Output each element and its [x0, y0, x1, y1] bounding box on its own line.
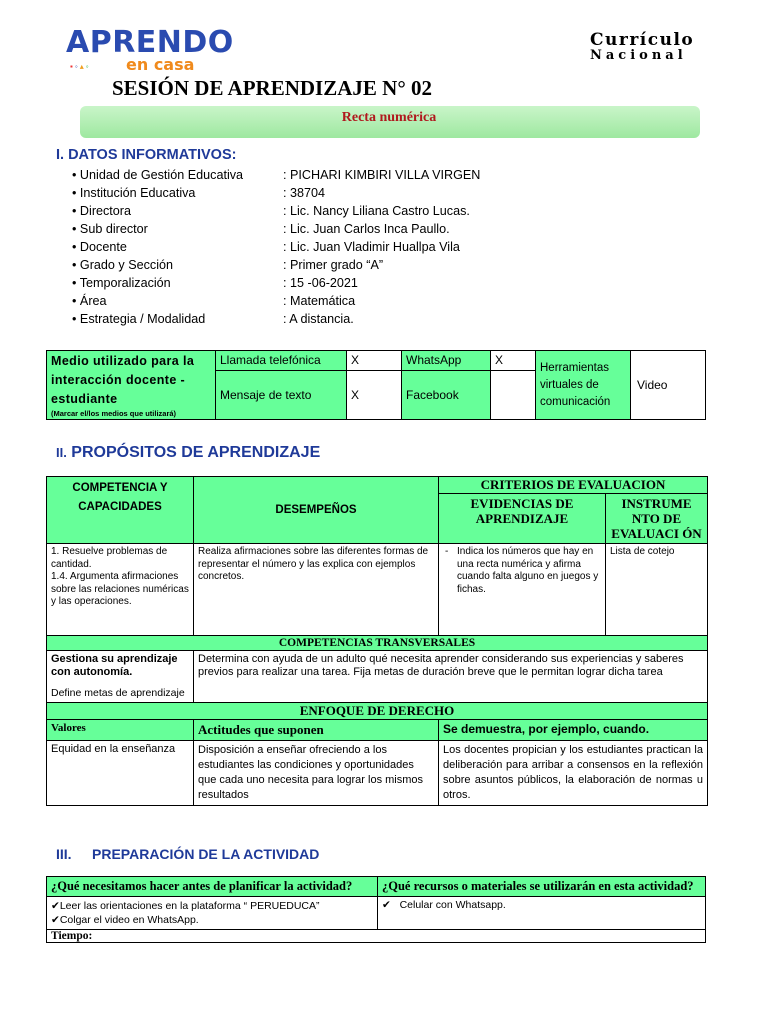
- dash-icon: -: [445, 546, 449, 557]
- info-label: • Temporalización: [72, 276, 171, 290]
- medio-call-mark: X: [347, 351, 402, 371]
- info-label: • Institución Educativa: [72, 186, 196, 200]
- medio-whatsapp-mark: X: [491, 351, 536, 371]
- h-evid: EVIDENCIAS DE APRENDIZAJE: [439, 494, 606, 544]
- medio-title: Medio utilizado para la interacción docente - estudiante: [51, 354, 195, 406]
- tiempo-label: Tiempo:: [47, 930, 706, 943]
- medio-table: [46, 350, 706, 420]
- medio-whatsapp: WhatsApp: [402, 351, 491, 371]
- page-title: SESIÓN DE APRENDIZAJE N° 02: [112, 76, 432, 100]
- h-actitudes: Actitudes que suponen: [194, 720, 439, 741]
- logo-brand: APRENDO: [66, 25, 234, 60]
- check-icon: ✔: [51, 914, 60, 926]
- transv-text: Determina con ayuda de un adulto qué necesita aprender considerando sus experiencias y saberes previos para realizar una tarea. Fija metas de duración breve que le permitan lograr dicha tarea: [194, 651, 708, 703]
- actitud-text: Disposición a enseñar ofreciendo a los estudiantes las condiciones y oportunidades que cada uno necesita para lograr los mismos resultados: [194, 741, 439, 806]
- transv-comp: Gestiona su aprendizaje con autonomía.: [51, 653, 178, 678]
- info-label: • Sub director: [72, 222, 148, 236]
- medio-facebook-mark: [491, 370, 536, 419]
- h-enfoque: ENFOQUE DE DERECHO: [47, 703, 708, 720]
- section2-num: II.: [56, 445, 67, 460]
- check-icon: ✔: [51, 900, 60, 912]
- medio-note: (Marcar el/los medios que utilizará): [51, 409, 177, 418]
- section1-heading: I. DATOS INFORMATIVOS:: [56, 147, 237, 163]
- h-antes: ¿Qué necesitamos hacer antes de planificar la actividad?: [47, 877, 378, 897]
- comp-text: 1. Resuelve problemas de cantidad. 1.4. Argumenta afirmaciones sobre las relaciones numéricas y las operaciones.: [47, 544, 194, 636]
- topic-banner-text: Recta numérica: [341, 110, 437, 125]
- info-label: • Directora: [72, 204, 132, 218]
- recursos-cell: [378, 897, 706, 930]
- section2-heading: [56, 444, 320, 462]
- instr-text: Lista de cotejo: [606, 544, 708, 636]
- section2-title: PROPÓSITOS DE APRENDIZAJE: [71, 444, 321, 461]
- logo-sub: en casa: [126, 55, 195, 74]
- info-value: : Lic. Nancy Liliana Castro Lucas.: [283, 204, 470, 218]
- logo-right-line2: Nacional: [590, 48, 687, 63]
- desemp-text: Realiza afirmaciones sobre las diferentes formas de representar el número y las explica con ejemplos concretos.: [194, 544, 439, 636]
- h-demuestra: Se demuestra, por ejemplo, cuando.: [439, 720, 708, 741]
- h-transv: COMPETENCIAS TRANSVERSALES: [47, 636, 708, 651]
- info-label: • Grado y Sección: [72, 258, 174, 272]
- medio-call: Llamada telefónica: [216, 351, 347, 371]
- logo-dots-icon: ▪◦▴◦: [70, 62, 91, 71]
- info-value: : PICHARI KIMBIRI VILLA VIRGEN: [283, 168, 481, 182]
- medio-tools: Herramientas virtuales de comunicación: [536, 351, 631, 420]
- preparacion-table: [46, 876, 706, 943]
- info-value: : Matemática: [283, 294, 356, 308]
- medio-sms: Mensaje de texto: [216, 370, 347, 419]
- valor-text: Equidad en la enseñanza: [47, 741, 194, 806]
- info-value: : Primer grado “A”: [283, 258, 384, 272]
- info-label: • Área: [72, 294, 107, 308]
- medio-video: Video: [631, 351, 706, 420]
- demuestra-text: Los docentes propician y los estudiantes practican la deliberación para arribar a consensos en la reflexión sobre asuntos públicos, la elaboración de normas u otros.: [439, 741, 708, 806]
- aprendo-en-casa-logo: [66, 25, 234, 74]
- info-value: : 15 -06-2021: [283, 276, 358, 290]
- info-label: • Docente: [72, 240, 127, 254]
- info-label: • Unidad de Gestión Educativa: [72, 168, 244, 182]
- medio-title-cell: [47, 351, 216, 420]
- check-icon: ✔: [382, 899, 391, 911]
- h-recursos: ¿Qué recursos o materiales se utilizarán en esta actividad?: [378, 877, 706, 897]
- proposito-table: [46, 476, 708, 806]
- curriculo-nacional-logo: [590, 30, 720, 68]
- info-value: : Lic. Juan Vladimir Huallpa Vila: [283, 240, 460, 254]
- evid-text: Indica los números que hay en una recta numérica y afirma cuando falta alguno en juegos y fichas.: [457, 546, 599, 595]
- h-comp: COMPETENCIA Y CAPACIDADES: [47, 477, 194, 544]
- medio-sms-mark: X: [347, 370, 402, 419]
- info-label: • Estrategia / Modalidad: [72, 312, 206, 326]
- transv-comp-cell: [47, 651, 194, 703]
- section3-heading: [56, 846, 319, 864]
- antes-item: ✔Leer las orientaciones en la plataforma “ PERUEDUCA”: [51, 900, 320, 912]
- recurso-item: ✔ Celular con Whatsapp.: [382, 899, 506, 911]
- logo-right-line1: Currículo: [590, 30, 695, 50]
- h-instr: INSTRUME NTO DE EVALUACI ÓN: [606, 494, 708, 544]
- antes-item: ✔Colgar el video en WhatsApp.: [51, 914, 199, 926]
- h-valores: Valores: [47, 720, 194, 741]
- section3-title: PREPARACIÓN DE LA ACTIVIDAD: [92, 846, 320, 862]
- h-desemp: DESEMPEÑOS: [194, 477, 439, 544]
- transv-cap: Define metas de aprendizaje: [51, 687, 185, 699]
- info-value: : Lic. Juan Carlos Inca Paullo.: [283, 222, 450, 236]
- info-value: : A distancia.: [283, 312, 354, 326]
- h-criterios: CRITERIOS DE EVALUACION: [439, 477, 708, 494]
- section3-num: III.: [56, 846, 72, 862]
- antes-cell: [47, 897, 378, 930]
- evid-cell: [439, 544, 606, 636]
- info-value: : 38704: [283, 186, 326, 200]
- medio-facebook: Facebook: [402, 370, 491, 419]
